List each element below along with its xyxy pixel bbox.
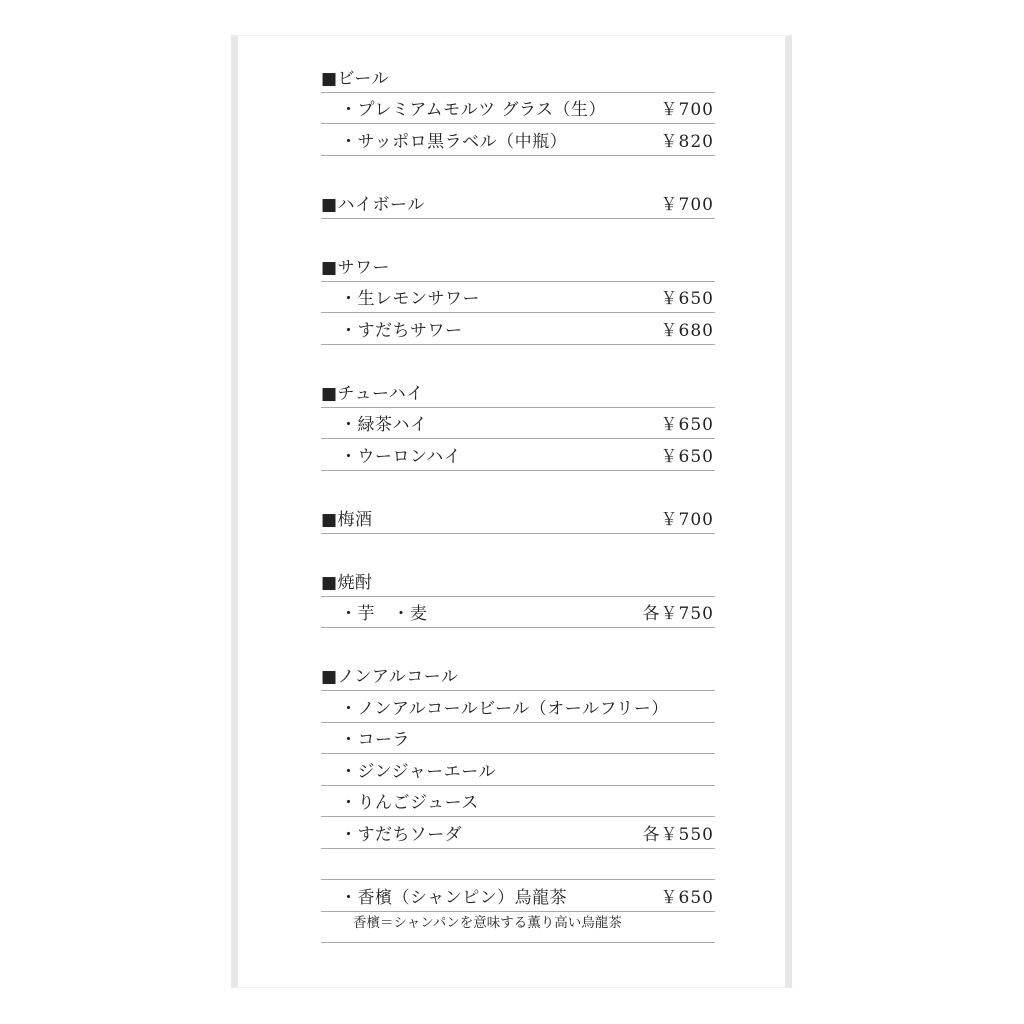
item-name: ・コーラ [340, 730, 410, 750]
menu-item [321, 439, 715, 471]
menu-item [321, 691, 715, 723]
section-title: ■サワー [321, 257, 391, 278]
item-price: ￥650 [660, 415, 714, 435]
menu-item [321, 754, 715, 786]
section-title: ■ビール [321, 68, 390, 89]
item-name: ・香檳（シャンピン）烏龍茶 [340, 887, 568, 908]
item-price: 各￥750 [642, 604, 714, 624]
section-header [321, 61, 715, 93]
menu-item [321, 723, 715, 755]
empty-row [321, 849, 715, 881]
section-gap [321, 219, 715, 251]
section-title: ■焼酎 [321, 572, 373, 593]
item-name: ・プレミアムモルツ グラス（生） [340, 100, 607, 120]
section-title: ■ハイボール [321, 194, 425, 215]
item-price: ￥700 [660, 194, 714, 215]
menu-note-row [321, 912, 715, 944]
item-name: ・すだちサワー [340, 320, 463, 341]
item-name: ・ウーロンハイ [340, 446, 462, 467]
item-price: ￥650 [660, 446, 714, 467]
item-name: ・りんごジュース [340, 793, 479, 813]
section-header [321, 565, 715, 597]
item-price: ￥680 [660, 320, 714, 341]
menu-item [321, 880, 715, 912]
section-title: ■ノンアルコール [321, 667, 459, 687]
menu-item [321, 282, 715, 314]
menu-item [321, 597, 715, 629]
item-name: ・ノンアルコールビール（オールフリー） [340, 698, 669, 719]
menu-item [321, 124, 715, 156]
menu-item [321, 408, 715, 440]
menu-item [321, 313, 715, 345]
item-name: ・ジンジャーエール [340, 761, 496, 782]
menu-card [231, 35, 792, 988]
item-price: ￥650 [660, 887, 714, 908]
item-name: ・サッポロ黒ラベル（中瓶） [340, 131, 568, 152]
section-header [321, 187, 715, 219]
item-name: ・生レモンサワー [340, 289, 480, 309]
section-gap [321, 345, 715, 377]
item-price: ￥820 [660, 131, 714, 152]
item-name: ・緑茶ハイ [340, 415, 428, 435]
section-header [321, 250, 715, 282]
item-price: ￥700 [660, 509, 714, 530]
item-price: ￥650 [660, 289, 714, 309]
drink-menu [321, 61, 715, 943]
section-gap [321, 471, 715, 503]
section-gap [321, 628, 715, 660]
menu-item [321, 93, 715, 125]
section-gap [321, 156, 715, 188]
menu-item [321, 786, 715, 818]
menu-note: 香檳＝シャンパンを意味する薫り高い烏龍茶 [353, 914, 622, 931]
item-name: ・芋 ・麦 [340, 604, 428, 624]
section-gap [321, 534, 715, 566]
menu-item [321, 817, 715, 849]
section-title: ■チューハイ [321, 383, 424, 404]
item-price: 各￥550 [642, 824, 714, 845]
section-title: ■梅酒 [321, 509, 373, 530]
item-price: ￥700 [660, 100, 714, 120]
section-header [321, 502, 715, 534]
section-header [321, 660, 715, 692]
item-name: ・すだちソーダ [340, 824, 463, 845]
section-header [321, 376, 715, 408]
